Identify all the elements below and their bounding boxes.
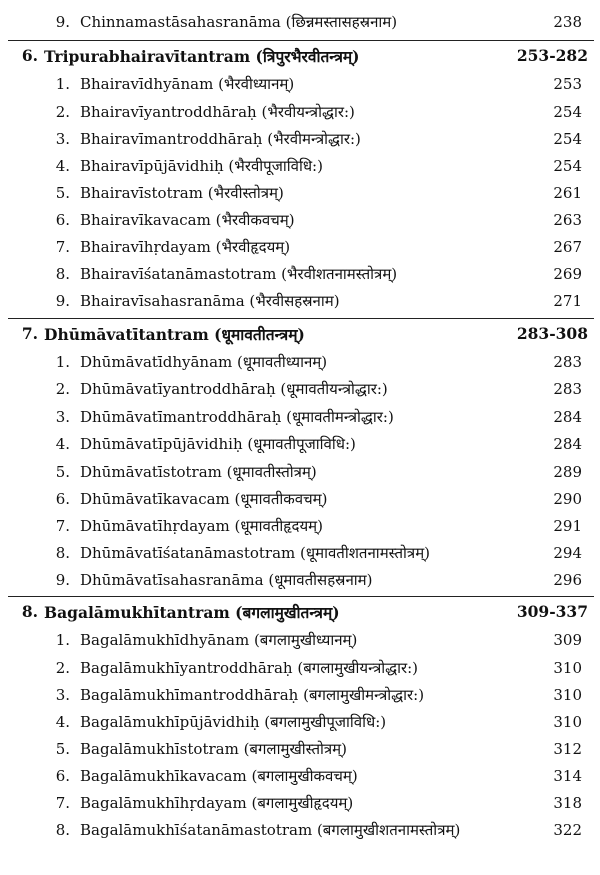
item-title: Bhairavīstotram (भैरवीस्तोत्रम्)	[80, 183, 284, 202]
item-page: 312	[553, 739, 582, 758]
item-number: 9.	[55, 12, 70, 31]
item-page: 310	[553, 685, 582, 704]
toc-item	[0, 654, 600, 681]
toc-item	[0, 233, 600, 260]
item-page: 283	[553, 352, 582, 371]
item-number: 8.	[55, 543, 70, 562]
item-number: 1.	[55, 630, 70, 649]
item-title: Bagalāmukhīśatanāmastotram (बगलामुखीशतनामस्तोत्रम्)	[80, 820, 461, 839]
toc-item	[0, 512, 600, 539]
item-page: 284	[553, 407, 582, 426]
item-page: 314	[553, 766, 582, 785]
item-page: 318	[553, 793, 582, 812]
item-page: 296	[553, 570, 582, 589]
toc-item	[0, 816, 600, 843]
section-page-range: 283-308	[516, 324, 588, 343]
section-divider	[8, 596, 594, 597]
item-number: 9.	[55, 291, 70, 310]
section-title: Dhūmāvatītantram (धूमावतीतन्त्रम्)	[44, 324, 305, 344]
item-title: Bhairavīdhyānam (भैरवीध्यानम्)	[80, 74, 295, 93]
item-page: 269	[553, 264, 582, 283]
toc-item	[0, 626, 600, 653]
item-number: 5.	[55, 183, 70, 202]
toc-item	[0, 179, 600, 206]
toc-item	[0, 735, 600, 762]
section-number: 6.	[21, 46, 38, 65]
item-number: 1.	[55, 74, 70, 93]
item-title: Bagalāmukhīstotram (बगलामुखीस्तोत्रम्)	[80, 739, 347, 758]
toc-item	[0, 708, 600, 735]
item-title: Dhūmāvatīhṛdayam (धूमावतीहृदयम्)	[80, 516, 323, 535]
section-number: 7.	[21, 324, 38, 343]
toc-item	[0, 287, 600, 314]
item-number: 3.	[55, 407, 70, 426]
item-number: 4.	[55, 434, 70, 453]
item-number: 8.	[55, 820, 70, 839]
toc-item	[0, 348, 600, 375]
item-number: 4.	[55, 712, 70, 731]
toc-item	[0, 375, 600, 402]
toc-item	[0, 8, 600, 35]
item-page: 290	[553, 489, 582, 508]
item-number: 5.	[55, 462, 70, 481]
toc-item	[0, 539, 600, 566]
item-title: Bhairavīyantroddhāraḥ (भैरवीयन्त्रोद्धार:)	[80, 102, 355, 121]
item-page: 254	[553, 129, 582, 148]
toc-item	[0, 485, 600, 512]
item-page: 309	[553, 630, 582, 649]
section-divider	[8, 40, 594, 41]
section-divider	[8, 318, 594, 319]
item-title: Bhairavīśatanāmastotram (भैरवीशतनामस्तोत्रम्)	[80, 264, 398, 283]
item-title: Chinnamastāsahasranāma (छिन्नमस्तासहस्रनाम)	[80, 12, 398, 31]
section-heading	[0, 42, 600, 69]
item-page: 294	[553, 543, 582, 562]
item-number: 9.	[55, 570, 70, 589]
section-heading	[0, 598, 600, 625]
item-page: 291	[553, 516, 582, 535]
item-number: 1.	[55, 352, 70, 371]
item-page: 253	[553, 74, 582, 93]
toc-item	[0, 430, 600, 457]
section-page-range: 309-337	[516, 602, 588, 621]
item-title: Bagalāmukhīyantroddhāraḥ (बगलामुखीयन्त्रोद्धार:)	[80, 658, 419, 677]
item-number: 3.	[55, 685, 70, 704]
item-number: 8.	[55, 264, 70, 283]
item-title: Bhairavīmantroddhāraḥ (भैरवीमन्त्रोद्धार:)	[80, 129, 361, 148]
item-title: Bagalāmukhīmantroddhāraḥ (बगलामुखीमन्त्रोद्धार:)	[80, 685, 425, 704]
item-number: 6.	[55, 210, 70, 229]
item-title: Dhūmāvatīyantroddhāraḥ (धूमावतीयन्त्रोद्धार:)	[80, 379, 388, 398]
item-page: 261	[553, 183, 582, 202]
toc-item	[0, 70, 600, 97]
item-title: Dhūmāvatīstotram (धूमावतीस्तोत्रम्)	[80, 462, 317, 481]
item-number: 4.	[55, 156, 70, 175]
item-title: Dhūmāvatīdhyānam (धूमावतीध्यानम्)	[80, 352, 328, 371]
item-title: Dhūmāvatīkavacam (धूमावतीकवचम्)	[80, 489, 328, 508]
item-page: 310	[553, 658, 582, 677]
item-number: 7.	[55, 516, 70, 535]
item-page: 254	[553, 156, 582, 175]
toc-item	[0, 762, 600, 789]
item-page: 322	[553, 820, 582, 839]
item-page: 263	[553, 210, 582, 229]
toc-item	[0, 403, 600, 430]
item-page: 271	[553, 291, 582, 310]
item-page: 267	[553, 237, 582, 256]
toc-item	[0, 125, 600, 152]
section-title: Bagalāmukhītantram (बगलामुखीतन्त्रम्)	[44, 602, 340, 622]
toc-item	[0, 260, 600, 287]
item-title: Dhūmāvatīmantroddhāraḥ (धूमावतीमन्त्रोद्धार:)	[80, 407, 394, 426]
toc-item	[0, 681, 600, 708]
item-title: Dhūmāvatīpūjāvidhiḥ (धूमावतीपूजाविधि:)	[80, 434, 356, 453]
item-page: 284	[553, 434, 582, 453]
item-number: 6.	[55, 489, 70, 508]
toc-item	[0, 98, 600, 125]
section-number: 8.	[21, 602, 38, 621]
item-page: 238	[553, 12, 582, 31]
item-title: Dhūmāvatīśatanāmastotram (धूमावतीशतनामस्तोत्रम्)	[80, 543, 431, 562]
item-number: 7.	[55, 793, 70, 812]
toc-item	[0, 458, 600, 485]
section-heading	[0, 320, 600, 347]
toc-item	[0, 206, 600, 233]
item-title: Bhairavīsahasranāma (भैरवीसहस्रनाम)	[80, 291, 340, 310]
item-title: Bagalāmukhīkavacam (बगलामुखीकवचम्)	[80, 766, 358, 785]
item-title: Bagalāmukhīpūjāvidhiḥ (बगलामुखीपूजाविधि:)	[80, 712, 387, 731]
item-number: 6.	[55, 766, 70, 785]
item-number: 2.	[55, 658, 70, 677]
item-title: Bhairavīhṛdayam (भैरवीहृदयम्)	[80, 237, 291, 256]
section-title: Tripurabhairavītantram (त्रिपुरभैरवीतन्त्रम्)	[44, 46, 360, 66]
toc-item	[0, 152, 600, 179]
item-title: Bhairavīkavacam (भैरवीकवचम्)	[80, 210, 295, 229]
item-number: 2.	[55, 102, 70, 121]
item-title: Bhairavīpūjāvidhiḥ (भैरवीपूजाविधि:)	[80, 156, 323, 175]
item-number: 3.	[55, 129, 70, 148]
item-number: 2.	[55, 379, 70, 398]
item-number: 7.	[55, 237, 70, 256]
toc-item	[0, 566, 600, 593]
item-title: Bagalāmukhīdhyānam (बगलामुखीध्यानम्)	[80, 630, 358, 649]
item-page: 283	[553, 379, 582, 398]
section-page-range: 253-282	[516, 46, 588, 65]
item-page: 289	[553, 462, 582, 481]
item-title: Dhūmāvatīsahasranāma (धूमावतीसहस्रनाम)	[80, 570, 373, 589]
item-number: 5.	[55, 739, 70, 758]
toc-item	[0, 789, 600, 816]
item-page: 310	[553, 712, 582, 731]
item-page: 254	[553, 102, 582, 121]
item-title: Bagalāmukhīhṛdayam (बगलामुखीहृदयम्)	[80, 793, 354, 812]
